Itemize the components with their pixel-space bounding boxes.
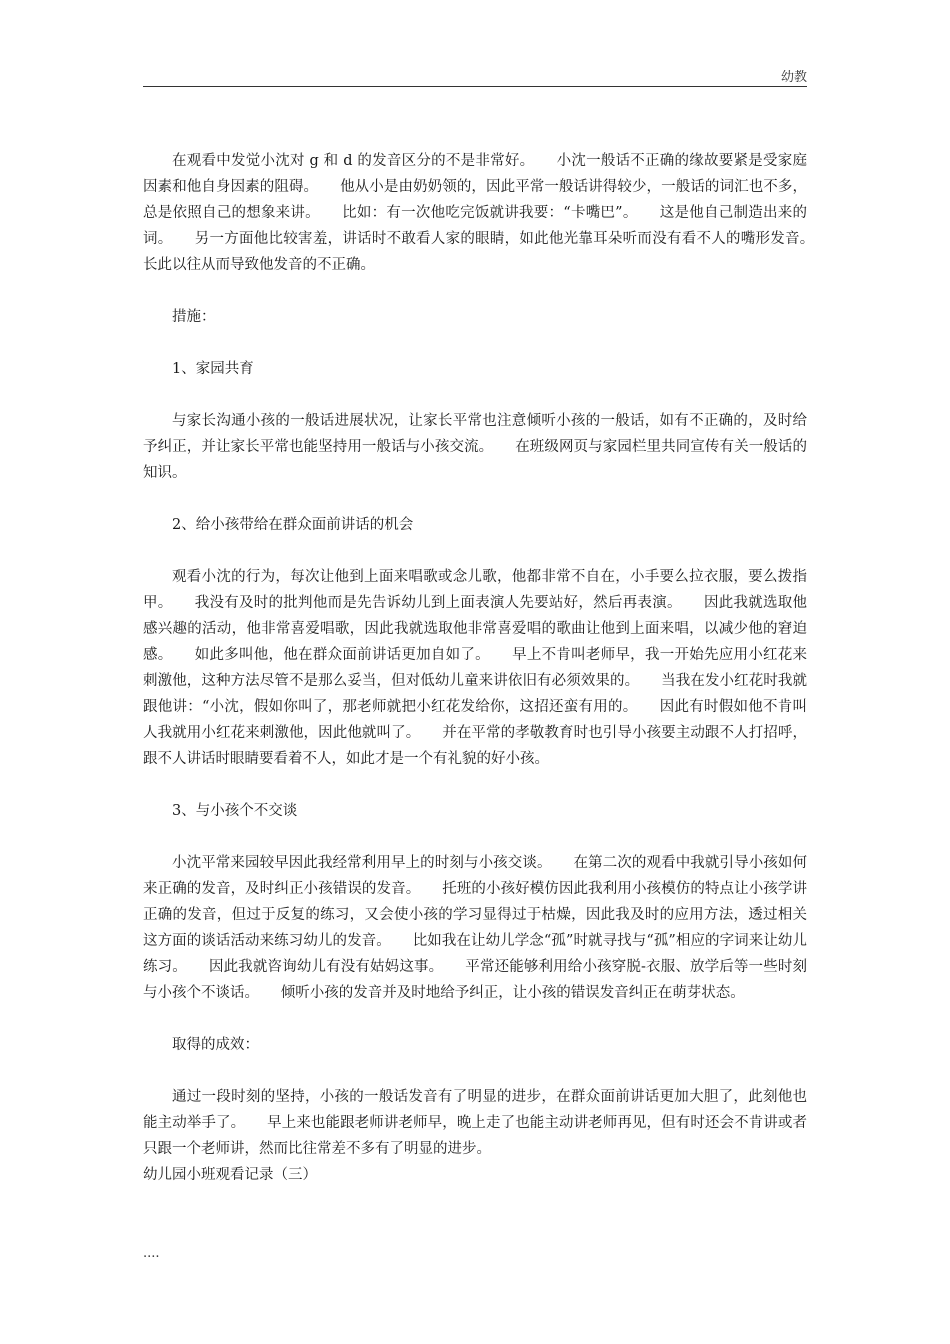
footer-ellipsis: .... [143,1246,160,1261]
results-paragraph: 通过一段时刻的坚持，小孩的一般话发音有了明显的进步，在群众面前讲话更加大胆了，此刻他也能主动举手了。 早上来也能跟老师讲老师早，晚上走了也能主动讲老师再见，但有时还会不肯讲或者只跟一个老师讲，然而比往常差不多有了明显的进步。 [143,1089,807,1157]
header-label: 幼教 [780,70,807,85]
section-2-paragraph: 观看小沈的行为，每次让他到上面来唱歌或念儿歌，他都非常不自在，小手要么拉衣服，要么拨指甲。 我没有及时的批判他而是先告诉幼儿到上面表演人先要站好，然后再表演。 因此我就选取他感兴趣的活动，他非常喜爱唱歌，因此我就选取他非常喜爱唱的歌曲让他到上面来唱，以减少他的窘迫感。 如此多叫他，他在群众面前讲话更加自如了。 早上不肯叫老师早，我一开始先应用小红花来刺激他，这种方法尽管不是那么妥当，但对低幼儿童来讲依旧有必须效果的。 当我在发小红花时我就跟他讲：“小沈，假如你叫了，那老师就把小红花发给你，这招还蛮有用的。 因此有时假如他不肯叫人我就用小红花来刺激他，因此他就叫了。 并在平常的孝敬教育时也引导小孩要主动跟不人打招呼，跟不人讲话时眼睛要看着不人，如此才是一个有礼貌的好小孩。 [143,569,807,767]
intro-paragraph: 在观看中发觉小沈对 g 和 d 的发音区分的不是非常好。 小沈一般话不正确的缘故要紧是受家庭因素和他自身因素的阻碍。 他从小是由奶奶领的，因此平常一般话讲得较少，一般话的词汇也不多，总是依照自己的想象来讲。 比如：有一次他吃完饭就讲我要：“卡嘴巴”。 这是他自己制造出来的词。 另一方面他比较害羞，讲话时不敢看人家的眼睛，如此他光靠耳朵听而没有看不人的嘴形发音。 长此以往从而导致他发音的不正确。 [143,153,836,273]
document-body [143,148,836,1188]
section-heading-3: 3、与小孩个不交谈 [172,803,298,819]
next-record-title: 幼儿园小班观看记录（三） [143,1167,317,1183]
measures-heading: 措施： [172,309,216,325]
section-1-paragraph: 与家长沟通小孩的一般话进展状况，让家长平常也注意倾听小孩的一般话，如有不正确的，及时给予纠正，并让家长平常也能坚持用一般话与小孩交流。 在班级网页与家园栏里共同宣传有关一般话的知识。 [143,413,807,481]
page-header [143,60,807,87]
section-heading-1: 1、家园共育 [172,361,254,377]
section-heading-2: 2、给小孩带给在群众面前讲话的机会 [172,517,414,533]
results-heading: 取得的成效： [172,1037,259,1053]
section-3-paragraph: 小沈平常来园较早因此我经常利用早上的时刻与小孩交谈。 在第二次的观看中我就引导小孩如何来正确的发音，及时纠正小孩错误的发音。 托班的小孩好模仿因此我利用小孩模仿的特点让小孩学讲正确的发音，但过于反复的练习，又会使小孩的学习显得过于枯燥，因此我及时的应用方法，透过相关这方面的谈话活动来练习幼儿的发音。 比如我在让幼儿学念“孤”时就寻找与“孤”相应的字词来让幼儿练习。 因此我就咨询幼儿有没有姑妈这事。 平常还能够利用给小孩穿脱-衣服、放学后等一些时刻与小孩个不谈话。 倾听小孩的发音并及时地给予纠正，让小孩的错误发音纠正在萌芽状态。 [143,855,807,1001]
